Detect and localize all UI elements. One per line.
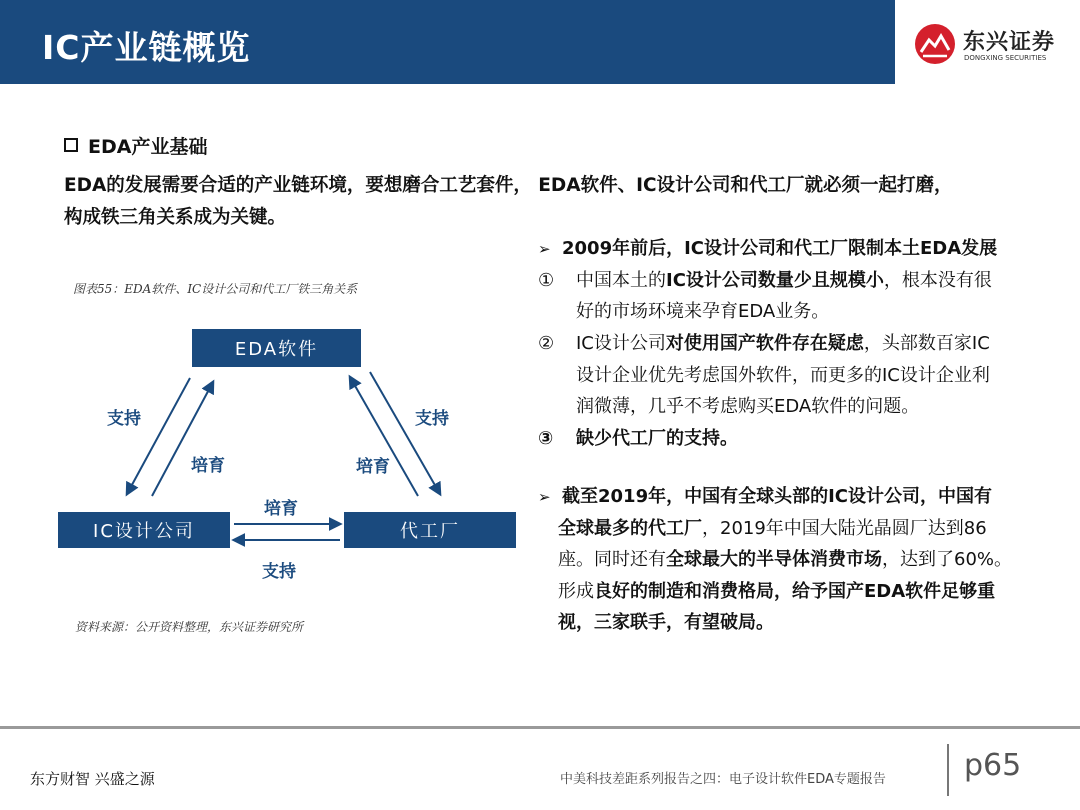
list-item: ② IC设计公司对使用国产软件存在疑虑，头部数百家IC [538,333,990,354]
logo-name: 东兴证券 [963,30,1056,55]
footer-separator [947,744,949,796]
node-ic-design: IC设计公司 [58,512,230,548]
arrow-eda-to-ic [127,378,190,494]
arrow-bullet-icon: ➢ [538,488,551,506]
edge-label: 支持 [262,562,296,582]
node-foundry: 代工厂 [344,512,516,548]
paragraph-line: 座。同时还有全球最大的半导体消费市场，达到了60%。 [558,549,1013,570]
list-item-continued: 设计企业优先考虑国外软件，而更多的IC设计企业利 [576,365,990,386]
page-number: p65 [964,748,1022,783]
node-eda-software: EDA软件 [192,329,361,367]
edge-label: 培育 [356,457,390,477]
list-item-continued: 润微薄，几乎不考虑购买EDA软件的问题。 [576,396,920,417]
paragraph-line: 形成良好的制造和消费格局，给予国产EDA软件足够重 [558,581,996,602]
figure-caption: 图表55：EDA软件、IC设计公司和代工厂铁三角关系 [73,282,358,296]
footer-slogan: 东方财智 兴盛之源 [30,770,155,788]
edge-label: 支持 [107,409,141,429]
bullet-heading: ➢ 截至2019年，中国有全球头部的IC设计公司，中国有 [538,486,993,507]
list-item: ① 中国本土的IC设计公司数量少且规模小，根本没有很 [538,270,992,291]
intro-line: 构成铁三角关系成为关键。 [64,207,287,228]
intro-line: EDA的发展需要合适的产业链环境，要想磨合工艺套件， EDA软件、IC设计公司和代工厂就必须一起打磨， [64,175,953,196]
paragraph-line: 全球最多的代工厂，2019年中国大陆光晶圆厂达到86 [558,518,987,539]
edge-label: 培育 [264,499,298,519]
list-item: ③ 缺少代工厂的支持。 [538,428,738,449]
page-title: IC产业链概览 [42,28,251,67]
list-item-continued: 好的市场环境来孕育EDA业务。 [576,301,830,322]
section-title-text: EDA产业基础 [88,136,208,158]
figure-source: 资料来源：公开资料整理，东兴证券研究所 [75,620,304,634]
footer-report-title: 中美科技差距系列报告之四：电子设计软件EDA专题报告 [560,772,886,787]
paragraph-line: 视，三家联手，有望破局。 [558,612,774,633]
edge-label: 支持 [415,409,449,429]
arrow-bullet-icon: ➢ [538,240,551,258]
edge-label: 培育 [191,456,225,476]
bullet-heading: ➢ 2009年前后，IC设计公司和代工厂限制本土EDA发展 [538,238,998,259]
arrow-ic-to-eda [152,382,213,496]
footer-divider [0,726,1080,729]
logo-english: DONGXING SECURITIES [964,54,1047,62]
